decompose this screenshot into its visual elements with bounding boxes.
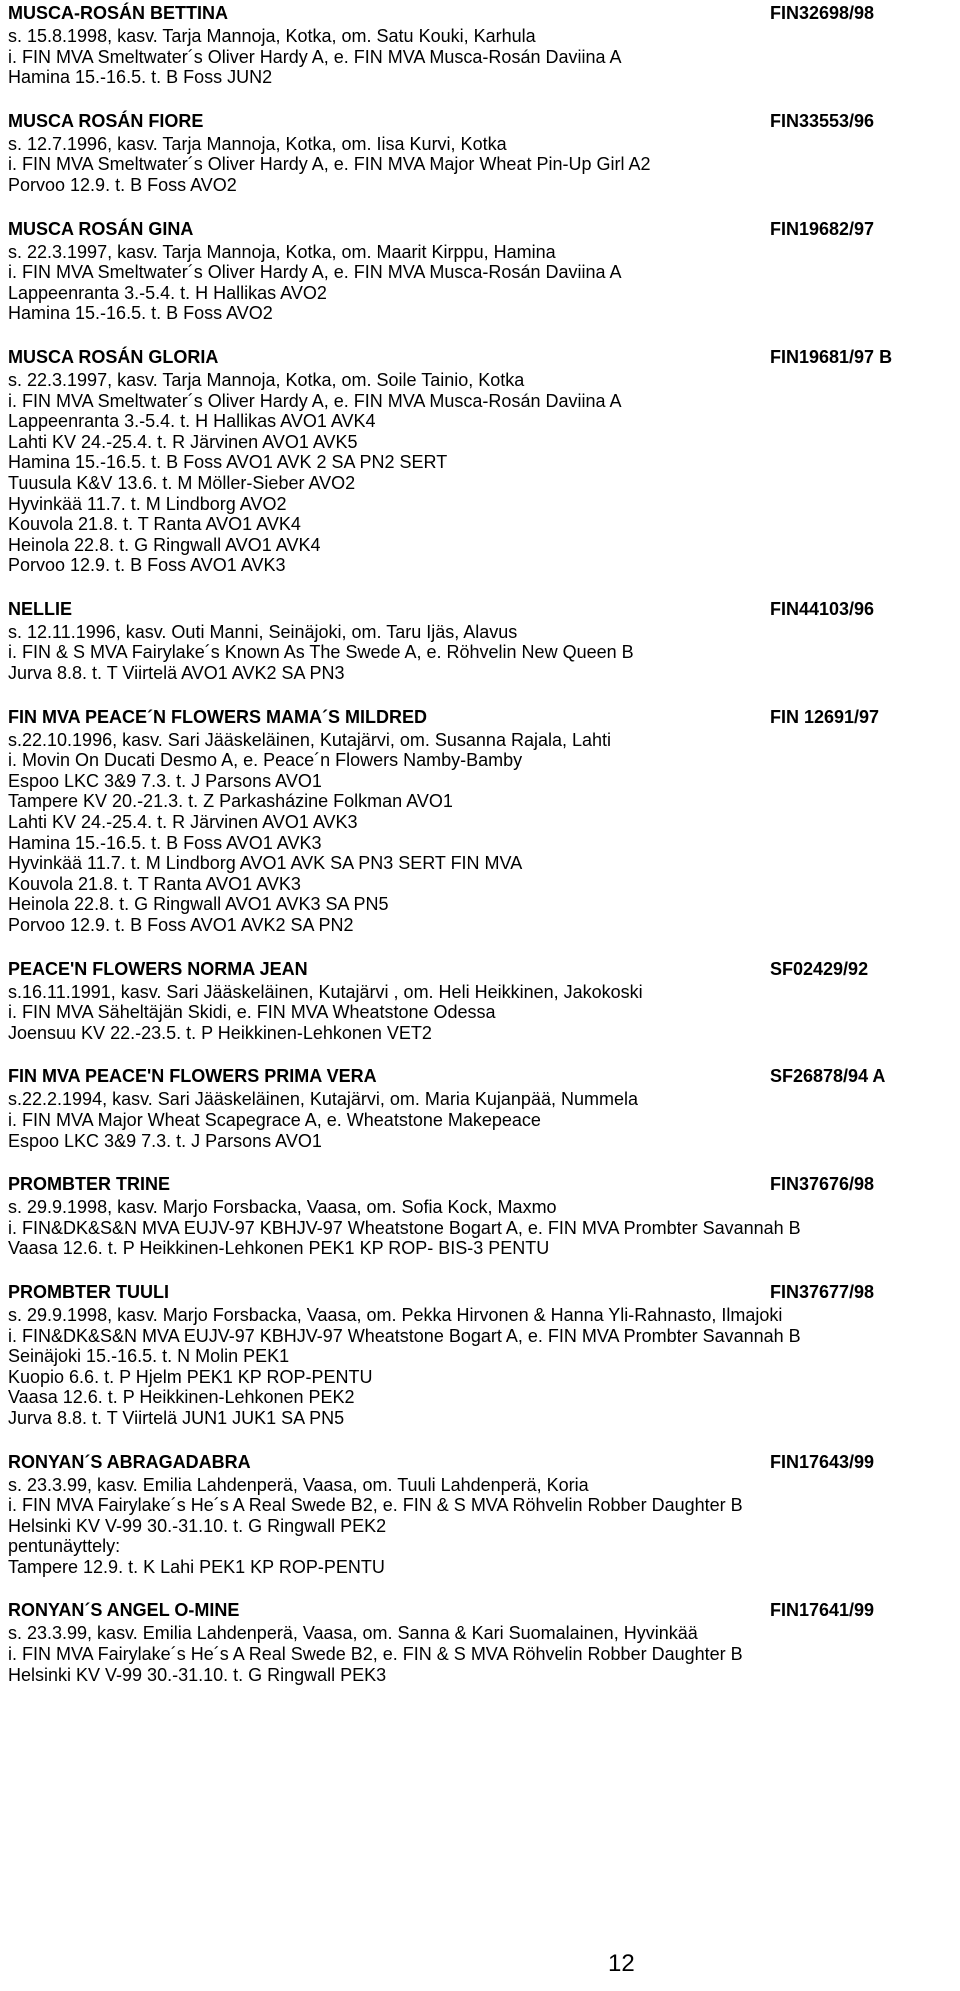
entry-line: Lahti KV 24.-25.4. t. R Järvinen AVO1 AVK3: [8, 812, 358, 833]
entry-line: Jurva 8.8. t. T Viirtelä JUN1 JUK1 SA PN5: [8, 1407, 345, 1428]
entry-line: i. FIN&DK&S&N MVA EUJV-97 KBHJV-97 Wheatstone Bogart A, e. FIN MVA Prombter Savannah B: [8, 1217, 801, 1238]
registration-number: SF26878/94 A: [770, 1066, 886, 1087]
entry-line: i. FIN MVA Fairylake´s He´s A Real Swede B2, e. FIN & S MVA Röhvelin Robber Daughter B: [8, 1644, 743, 1665]
dog-entry: [8, 0, 952, 88]
entry-line: Hamina 15.-16.5. t. B Foss JUN2: [8, 67, 273, 88]
dog-entry: [8, 216, 952, 324]
entry-line: Hyvinkää 11.7. t. M Lindborg AVO2: [8, 493, 287, 514]
dog-entry: [8, 1063, 952, 1151]
entry-line: s. 22.3.1997, kasv. Tarja Mannoja, Kotka, om. Maarit Kirppu, Hamina: [8, 241, 556, 262]
entry-line: Helsinki KV V-99 30.-31.10. t. G Ringwall PEK2: [8, 1515, 387, 1536]
entry-line: i. FIN MVA Smeltwater´s Oliver Hardy A, e. FIN MVA Musca-Rosán Daviina A: [8, 390, 622, 411]
dog-name: MUSCA ROSÁN GINA: [8, 218, 194, 239]
entry-line: i. Movin On Ducati Desmo A, e. Peace´n Flowers Namby-Bamby: [8, 750, 523, 771]
entry-line: Kuopio 6.6. t. P Hjelm PEK1 KP ROP-PENTU: [8, 1366, 373, 1387]
entry-line: s. 23.3.99, kasv. Emilia Lahdenperä, Vaasa, om. Tuuli Lahdenperä, Koria: [8, 1474, 589, 1495]
entry-line: Espoo LKC 3&9 7.3. t. J Parsons AVO1: [8, 770, 322, 791]
entry-header: [8, 216, 952, 242]
entry-line: Hamina 15.-16.5. t. B Foss AVO1 AVK 2 SA PN2 SERT: [8, 452, 448, 473]
dog-name: MUSCA ROSÁN GLORIA: [8, 346, 219, 367]
entry-header: [8, 956, 952, 982]
entry-line: Kouvola 21.8. t. T Ranta AVO1 AVK3: [8, 873, 301, 894]
dog-entry: [8, 1597, 952, 1685]
dog-entry: [8, 596, 952, 684]
entry-line: i. FIN MVA Major Wheat Scapegrace A, e. Wheatstone Makepeace: [8, 1109, 541, 1130]
dog-name: PROMBTER TUULI: [8, 1281, 169, 1302]
entry-line: s. 12.7.1996, kasv. Tarja Mannoja, Kotka, om. Iisa Kurvi, Kotka: [8, 133, 507, 154]
entry-line: i. FIN MVA Fairylake´s He´s A Real Swede B2, e. FIN & S MVA Röhvelin Robber Daughter B: [8, 1495, 743, 1516]
dog-entry: [8, 956, 952, 1044]
entry-line: s. 29.9.1998, kasv. Marjo Forsbacka, Vaasa, om. Pekka Hirvonen & Hanna Yli-Rahnasto, Ilmajoki: [8, 1304, 783, 1325]
registration-number: SF02429/92: [770, 958, 869, 979]
entry-line: i. FIN & S MVA Fairylake´s Known As The Swede A, e. Röhvelin New Queen B: [8, 642, 634, 663]
entry-line: Tampere KV 20.-21.3. t. Z Parkasházine Folkman AVO1: [8, 791, 453, 812]
entry-line: Porvoo 12.9. t. B Foss AVO2: [8, 174, 237, 195]
entry-line: Porvoo 12.9. t. B Foss AVO1 AVK2 SA PN2: [8, 915, 354, 935]
entry-line: Tampere 12.9. t. K Lahi PEK1 KP ROP-PENTU: [8, 1556, 385, 1577]
dog-name: FIN MVA PEACE´N FLOWERS MAMA´S MILDRED: [8, 706, 427, 727]
dog-entry: [8, 1279, 952, 1429]
entry-line: Hyvinkää 11.7. t. M Lindborg AVO1 AVK SA PN3 SERT FIN MVA: [8, 853, 523, 874]
entry-line: Hamina 15.-16.5. t. B Foss AVO1 AVK3: [8, 832, 322, 853]
entry-header: [8, 704, 952, 730]
entry-line: Heinola 22.8. t. G Ringwall AVO1 AVK3 SA PN5: [8, 894, 389, 915]
entry-line: i. FIN MVA Smeltwater´s Oliver Hardy A, e. FIN MVA Musca-Rosán Daviina A: [8, 262, 622, 283]
entry-line: Lahti KV 24.-25.4. t. R Järvinen AVO1 AVK5: [8, 431, 358, 452]
entry-line: Heinola 22.8. t. G Ringwall AVO1 AVK4: [8, 534, 321, 555]
registration-number: FIN37677/98: [770, 1281, 875, 1302]
entry-header: [8, 1063, 952, 1089]
entry-line: s.16.11.1991, kasv. Sari Jääskeläinen, Kutajärvi , om. Heli Heikkinen, Jakokoski: [8, 981, 643, 1002]
registration-number: FIN19681/97 B: [770, 346, 893, 367]
page-number: 12: [608, 1950, 635, 1977]
dog-name: MUSCA-ROSÁN BETTINA: [8, 3, 228, 23]
dog-name: RONYAN´S ABRAGADABRA: [8, 1451, 251, 1472]
entry-line: i. FIN MVA Säheltäjän Skidi, e. FIN MVA Wheatstone Odessa: [8, 1002, 496, 1023]
entry-line: i. FIN MVA Smeltwater´s Oliver Hardy A, e. FIN MVA Musca-Rosán Daviina A: [8, 46, 622, 67]
registration-number: FIN19682/97: [770, 218, 875, 239]
entry-header: [8, 0, 952, 26]
entry-line: s. 23.3.99, kasv. Emilia Lahdenperä, Vaasa, om. Sanna & Kari Suomalainen, Hyvinkää: [8, 1623, 698, 1644]
dog-entry: [8, 1171, 952, 1259]
entry-line: s. 22.3.1997, kasv. Tarja Mannoja, Kotka, om. Soile Tainio, Kotka: [8, 369, 525, 390]
dog-entry: [8, 344, 952, 576]
registration-number: FIN 12691/97: [770, 706, 880, 727]
entry-line: Seinäjoki 15.-16.5. t. N Molin PEK1: [8, 1346, 290, 1367]
entry-header: [8, 1171, 952, 1197]
entry-line: Jurva 8.8. t. T Viirtelä AVO1 AVK2 SA PN3: [8, 663, 345, 684]
entry-line: Lappeenranta 3.-5.4. t. H Hallikas AVO1 AVK4: [8, 411, 376, 432]
registration-number: FIN44103/96: [770, 598, 875, 619]
dog-name: RONYAN´S ANGEL O-MINE: [8, 1600, 240, 1621]
dog-name: PEACE'N FLOWERS NORMA JEAN: [8, 958, 308, 979]
dog-name: PROMBTER TRINE: [8, 1174, 170, 1195]
entry-line: s. 29.9.1998, kasv. Marjo Forsbacka, Vaasa, om. Sofia Kock, Maxmo: [8, 1197, 557, 1218]
entry-header: [8, 1449, 952, 1475]
dog-entry: [8, 1449, 952, 1578]
entry-line: Joensuu KV 22.-23.5. t. P Heikkinen-Lehkonen VET2: [8, 1022, 432, 1043]
entry-line: Porvoo 12.9. t. B Foss AVO1 AVK3: [8, 555, 286, 576]
entry-line: s. 12.11.1996, kasv. Outi Manni, Seinäjoki, om. Taru Ijäs, Alavus: [8, 621, 518, 642]
entry-line: Vaasa 12.6. t. P Heikkinen-Lehkonen PEK1 KP ROP- BIS-3 PENTU: [8, 1238, 550, 1259]
registration-number: FIN37676/98: [770, 1174, 875, 1195]
registration-number: FIN17643/99: [770, 1451, 875, 1472]
dog-entry: [8, 108, 952, 196]
entry-line: Vaasa 12.6. t. P Heikkinen-Lehkonen PEK2: [8, 1387, 355, 1408]
entry-line: Hamina 15.-16.5. t. B Foss AVO2: [8, 303, 273, 324]
entry-line: s.22.2.1994, kasv. Sari Jääskeläinen, Kutajärvi, om. Maria Kujanpää, Nummela: [8, 1089, 638, 1110]
entry-line: Tuusula K&V 13.6. t. M Möller-Sieber AVO2: [8, 472, 356, 493]
entry-line: i. FIN MVA Smeltwater´s Oliver Hardy A, e. FIN MVA Major Wheat Pin-Up Girl A2: [8, 154, 651, 175]
registration-number: FIN17641/99: [770, 1600, 875, 1621]
entry-line: Helsinki KV V-99 30.-31.10. t. G Ringwall PEK3: [8, 1664, 387, 1685]
registration-number: FIN33553/96: [770, 110, 875, 131]
entry-line: pentunäyttely:: [8, 1536, 121, 1557]
entry-header: [8, 344, 952, 370]
entry-header: [8, 108, 952, 134]
entry-line: Espoo LKC 3&9 7.3. t. J Parsons AVO1: [8, 1130, 322, 1151]
document-body: [8, 0, 952, 1705]
entry-header: [8, 1279, 952, 1305]
registration-number: FIN32698/98: [770, 3, 875, 23]
entry-header: [8, 1597, 952, 1623]
entry-line: i. FIN&DK&S&N MVA EUJV-97 KBHJV-97 Wheatstone Bogart A, e. FIN MVA Prombter Savannah B: [8, 1325, 801, 1346]
entry-line: Kouvola 21.8. t. T Ranta AVO1 AVK4: [8, 514, 301, 535]
dog-entry: [8, 704, 952, 936]
dog-name: MUSCA ROSÁN FIORE: [8, 110, 204, 131]
entry-line: s.22.10.1996, kasv. Sari Jääskeläinen, Kutajärvi, om. Susanna Rajala, Lahti: [8, 729, 612, 750]
dog-name: FIN MVA PEACE'N FLOWERS PRIMA VERA: [8, 1066, 377, 1087]
entry-line: Lappeenranta 3.-5.4. t. H Hallikas AVO2: [8, 282, 327, 303]
dog-name: NELLIE: [8, 598, 73, 619]
entry-header: [8, 596, 952, 622]
entry-line: s. 15.8.1998, kasv. Tarja Mannoja, Kotka, om. Satu Kouki, Karhula: [8, 26, 536, 46]
